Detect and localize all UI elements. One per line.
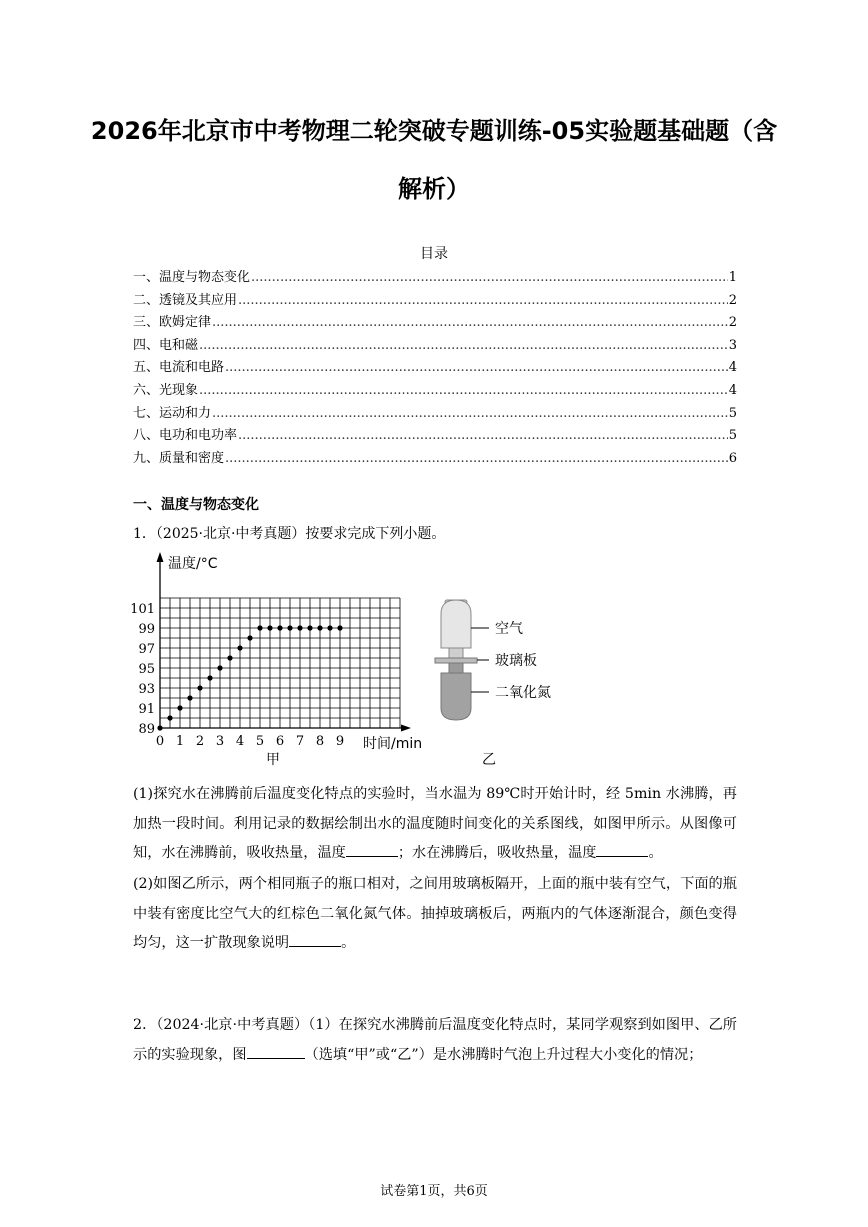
question-1-part-2 [133, 870, 737, 959]
data-point [327, 625, 332, 630]
data-point [337, 625, 342, 630]
document-title [60, 102, 808, 218]
toc-item-page: 5 [728, 405, 737, 421]
toc-item-page: 4 [728, 360, 737, 376]
data-point [217, 665, 222, 670]
x-tick-label: 7 [295, 734, 305, 749]
answer-blank[interactable] [596, 842, 648, 857]
q1-p2-text-a: (2)如图乙所示，两个相同瓶子的瓶口相对，之间用玻璃板隔开，上面的瓶中装有空气，下面的瓶中装有密度比空气大的红棕色二氧化氮气体。抽掉玻璃板后，两瓶内的气体逐渐混合，颜色变得均匀，这一扩散现象说明 [133, 876, 737, 951]
toc-leader-dots [238, 428, 728, 443]
toc-item-page: 4 [728, 382, 737, 398]
toc-item[interactable] [133, 402, 737, 425]
q1-p1-text-b: ；水在沸腾后，吸收热量，温度 [397, 845, 597, 861]
glass-plate [435, 658, 477, 663]
data-point [247, 635, 252, 640]
toc-item-label: 三、欧姆定律 [133, 315, 212, 331]
title-line-1: 2026年北京市中考物理二轮突破专题训练-05实验题基础题（含 [90, 117, 778, 145]
page-footer: 试卷第1页，共6页 [380, 1184, 488, 1199]
toc-item-label: 七、运动和力 [133, 405, 212, 421]
toc-item-page: 2 [728, 292, 737, 308]
toc-leader-dots [238, 293, 728, 308]
data-point [187, 695, 192, 700]
q2-text-a: 2．（2024·北京·中考真题）（1）在探究水沸腾前后温度变化特点时，某同学观察到如图甲、乙所示的实验现象，图 [133, 1017, 737, 1063]
x-tick-label: 9 [335, 734, 345, 749]
x-tick-label: 6 [275, 734, 285, 749]
data-point [257, 625, 262, 630]
x-tick-label: 3 [215, 734, 225, 749]
y-tick-label: 89 [138, 722, 155, 737]
toc-heading: 目录 [420, 246, 448, 262]
data-point [157, 725, 162, 730]
toc-leader-dots [225, 360, 728, 375]
toc-item-label: 一、温度与物态变化 [133, 270, 251, 285]
figure [125, 548, 585, 778]
q1-p1-text-c: 。 [648, 845, 663, 861]
toc-item-label: 九、质量和密度 [133, 450, 225, 466]
toc-item[interactable] [133, 356, 737, 379]
q1-p2-text-b: 。 [341, 935, 356, 951]
toc-leader-dots [199, 338, 728, 353]
data-point [237, 645, 242, 650]
bottle-apparatus [435, 600, 551, 768]
q1-p1-text-a: (1)探究水在沸腾前后温度变化特点的实验时，当水温为 89℃时开始计时，经 5min 水沸腾，再加热一段时间。利用记录的数据绘制出水的温度随时间变化的关系图线，如图甲所示。从图像可知，水在沸腾前，吸收热量，温度 [133, 786, 737, 861]
x-tick-label: 4 [235, 734, 245, 749]
y-tick-label: 97 [138, 642, 155, 657]
toc-leader-dots [225, 451, 728, 466]
toc-item-label: 四、电和磁 [133, 337, 199, 353]
toc-item[interactable] [133, 447, 737, 470]
answer-blank[interactable] [346, 842, 398, 857]
toc-leader-dots [212, 315, 728, 330]
upper-bottle-neck [449, 648, 463, 658]
x-tick-label: 8 [315, 734, 325, 749]
label-glass: 玻璃板 [495, 653, 537, 669]
question-2 [133, 1011, 737, 1070]
y-tick-label: 91 [138, 702, 155, 717]
toc-item-page: 1 [728, 270, 737, 285]
x-tick-label: 2 [195, 734, 205, 749]
toc-item[interactable] [133, 266, 737, 289]
q2-text-b: （选填“甲”或“乙”）是水沸腾时气泡上升过程大小变化的情况； [304, 1046, 703, 1063]
toc-leader-dots [212, 406, 728, 421]
y-axis-arrow [157, 552, 164, 562]
answer-blank[interactable] [247, 1044, 305, 1059]
x-tick-label: 1 [175, 734, 185, 749]
toc-item[interactable] [133, 289, 737, 312]
data-point [307, 625, 312, 630]
upper-bottle [441, 600, 471, 648]
data-point [277, 625, 282, 630]
y-tick-label: 95 [138, 662, 155, 677]
x-tick-label: 0 [155, 734, 165, 749]
figure-yi-caption: 乙 [482, 752, 496, 768]
data-point [317, 625, 322, 630]
toc-item-page: 5 [728, 428, 737, 444]
table-of-contents [133, 266, 737, 469]
x-axis-arrow [401, 725, 411, 732]
label-no2: 二氧化氮 [495, 685, 551, 701]
y-axis-label: 温度/°C [168, 556, 218, 572]
y-tick-label: 99 [138, 622, 155, 637]
toc-item-page: 2 [728, 315, 737, 331]
data-point [267, 625, 272, 630]
data-point [207, 675, 212, 680]
data-point [297, 625, 302, 630]
question-1-header: 1．（2025·北京·中考真题）按要求完成下列小题。 [133, 526, 446, 542]
toc-item[interactable] [133, 334, 737, 357]
toc-item[interactable] [133, 379, 737, 402]
lower-bottle [441, 673, 471, 720]
y-tick-label: 93 [138, 682, 155, 697]
toc-item-page: 3 [728, 337, 737, 353]
toc-item-label: 五、电流和电路 [133, 360, 225, 376]
question-1-part-1 [133, 780, 737, 869]
toc-item-label: 二、透镜及其应用 [133, 292, 238, 308]
label-air: 空气 [495, 621, 523, 637]
toc-leader-dots [251, 270, 728, 285]
figure-jia-caption: 甲 [266, 752, 280, 768]
toc-item[interactable] [133, 424, 737, 447]
data-point [227, 655, 232, 660]
data-point [167, 715, 172, 720]
toc-item[interactable] [133, 311, 737, 334]
data-point [197, 685, 202, 690]
answer-blank[interactable] [289, 932, 341, 947]
toc-leader-dots [199, 383, 728, 398]
title-line-2: 解析） [398, 175, 470, 203]
toc-item-label: 八、电功和电功率 [133, 428, 238, 444]
x-axis-label: 时间/min [363, 736, 423, 752]
toc-item-label: 六、光现象 [133, 382, 199, 398]
x-tick-label: 5 [255, 734, 265, 749]
data-point [287, 625, 292, 630]
lower-bottle-neck [449, 663, 463, 673]
temperature-time-chart [130, 552, 422, 752]
data-point [177, 705, 182, 710]
y-tick-label: 101 [130, 602, 155, 617]
section-heading: 一、温度与物态变化 [133, 497, 259, 513]
toc-item-page: 6 [728, 450, 737, 466]
